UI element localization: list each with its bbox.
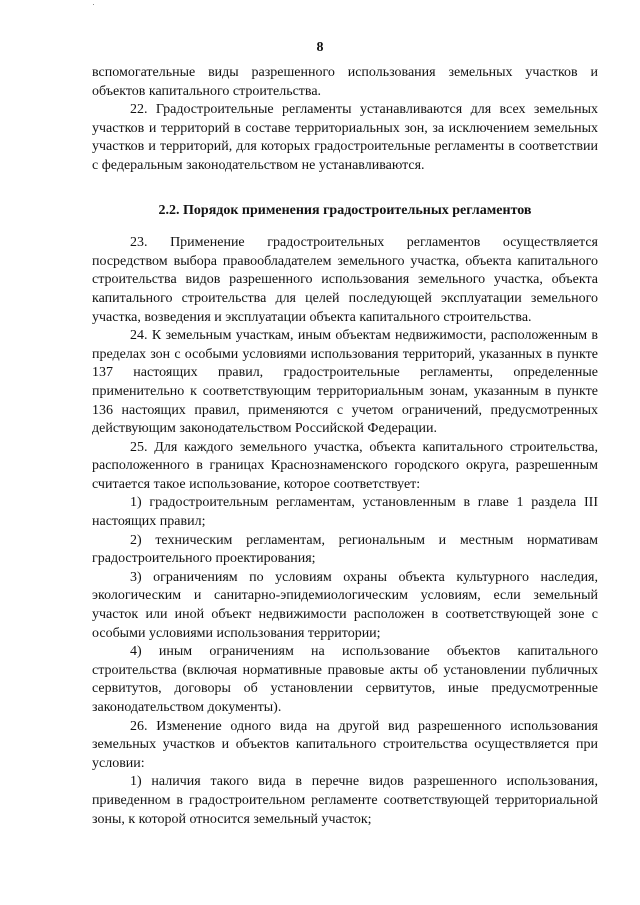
paragraph-26: 26. Изменение одного вида на другой вид разрешенного использования земельных участков и объектов капитального строительства осуществляется при условии:	[92, 718, 598, 771]
list-item-25-2: 2) техническим регламентам, региональным и местным нормативам градостроительного проектирования;	[92, 532, 598, 567]
list-item-26-1: 1) наличия такого вида в перечне видов разрешенного использования, приведенном в градостроительном регламенте соответствующей территориальной зоны, к которой относится земельный участок;	[92, 774, 598, 827]
paragraph-continuation: вспомогательные виды разрешенного использования земельных участков и объектов капитального строительства.	[92, 65, 598, 99]
list-item-25-1: 1) градостроительным регламентам, установленным в главе 1 раздела III настоящих правил;	[92, 495, 598, 530]
paragraph-25: 25. Для каждого земельного участка, объекта капитального строительства, расположенного в границах Краснознаменского городского округа, разрешенным считается такое использование, которое соответствует:	[92, 439, 598, 492]
document-body	[92, 64, 598, 829]
section-heading: 2.2. Порядок применения градостроительных регламентов	[158, 202, 532, 218]
scan-speck	[93, 4, 94, 5]
page-number: 8	[316, 40, 324, 55]
list-item-25-3: 3) ограничениям по условиям охраны объекта культурного наследия, экологическим и санитарно-эпидемиологическим условиям, если земельный участок или иной объект недвижимости расположен в соответствующей зоне с особыми условиями использования территории;	[92, 569, 598, 641]
paragraph-24: 24. К земельным участкам, иным объектам недвижимости, расположенным в пределах зон с особыми условиями использования территорий, указанных в пункте 137 настоящих правил, градостроительные регламенты, определенные применительно к соответствующим территориальным зонам, указанным в пункте 136 настоящих правил, применяются с учетом ограничений, предусмотренных действующим законодательством Российской Федерации.	[92, 328, 598, 437]
paragraph-23: 23. Применение градостроительных регламентов осуществляется посредством выбора правообладателем земельного участка, объекта капитального строительства видов разрешенного использования земельного участка, объекта капитального строительства для целей последующей эксплуатации земельного участка, возведения и эксплуатации объекта капитального строительства.	[92, 235, 598, 325]
paragraph-22: 22. Градостроительные регламенты устанавливаются для всех земельных участков и территорий в составе территориальных зон, за исключением земельных участков и территорий, для которых градостроительные регламенты в соответствии с федеральным законодательством не устанавливаются.	[92, 102, 598, 173]
list-item-25-4: 4) иным ограничениям на использование объектов капитального строительства (включая нормативные правовые акты об установлении публичных сервитутов, договоры об установлении сервитутов, иные предусмотренные законодательством документы).	[92, 644, 598, 715]
